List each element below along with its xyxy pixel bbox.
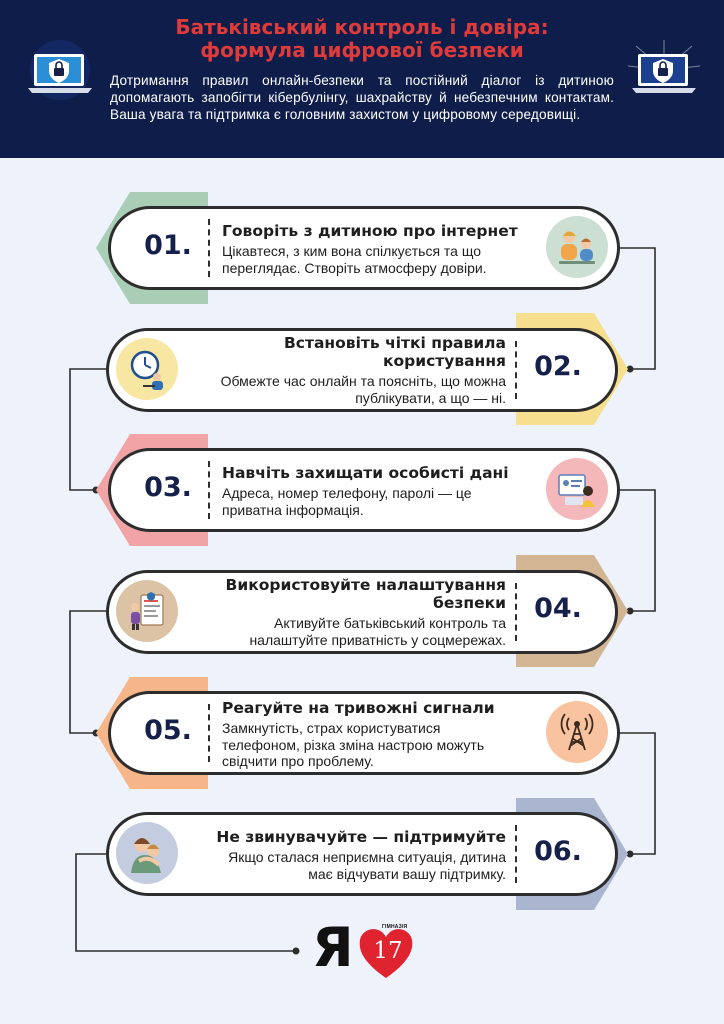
logo-number: 17 <box>373 938 403 964</box>
step-3-description: Адреса, номер телефону, паролі — це приватна інформація. <box>222 485 472 518</box>
step-3-number: 03. <box>144 472 192 503</box>
step-2-divider <box>515 341 517 399</box>
step-6-divider <box>515 825 517 883</box>
logo-small-text: ГІМНАЗІЯ <box>382 924 408 930</box>
step-1-divider <box>208 219 210 277</box>
step-1-number: 01. <box>144 230 192 261</box>
title-line-2: формула цифрової безпеки <box>200 38 524 62</box>
step-2-number: 02. <box>534 351 582 382</box>
signal-tower-icon <box>546 701 608 763</box>
personal-data-icon <box>546 458 608 520</box>
step-6-description: Якщо сталася неприємна ситуація, дитина має відчувати вашу підтримку. <box>228 849 506 882</box>
step-1-text <box>222 222 532 276</box>
parent-child-talk-icon <box>546 216 608 278</box>
step-5-description: Замкнутість, страх користуватися телефоном, різка зміна настрою можуть свідчити про проблему. <box>222 720 485 769</box>
school-logo <box>312 916 416 982</box>
step-2-description: Обмежте час онлайн та поясніть, що можна публікувати, а що — ні. <box>220 373 506 406</box>
step-6-text <box>186 828 506 882</box>
step-1-description: Цікавтеся, з ким вона спілкується та що переглядає. Створіть атмосферу довіри. <box>222 243 487 276</box>
step-5-text <box>222 699 532 770</box>
security-settings-icon <box>116 580 178 642</box>
step-6-heading: Не звинувачуйте — підтримуйте <box>216 828 506 846</box>
step-4-heading: Використовуйте налаштування безпеки <box>225 576 506 612</box>
step-5-heading: Реагуйте на тривожні сигнали <box>222 699 495 717</box>
intro-text: Дотримання правил онлайн-безпеки та постійний діалог із дитиною допомагають запобігти кібербулінгу, шахрайству й небезпечним контактам. Ваша увага та підтримка є головним захистом у цифровому середовищі. <box>110 73 614 122</box>
step-4-number: 04. <box>534 593 582 624</box>
step-4-text <box>186 576 506 648</box>
title-line-1: Батьківський контроль і довіра: <box>175 15 549 39</box>
step-5-number: 05. <box>144 715 192 746</box>
step-6-number: 06. <box>534 836 582 867</box>
step-4-divider <box>515 583 517 641</box>
step-3-heading: Навчіть захищати особисті дані <box>222 464 509 482</box>
step-5-divider <box>208 704 210 762</box>
clock-time-limit-icon <box>116 338 178 400</box>
parent-hug-icon <box>116 822 178 884</box>
step-1-heading: Говоріть з дитиною про інтернет <box>222 222 518 240</box>
step-4-description: Активуйте батьківський контроль та налаштуйте приватність у соцмережах. <box>249 615 506 648</box>
logo-letter: Я <box>312 916 354 979</box>
step-2-text <box>186 334 506 406</box>
step-3-divider <box>208 461 210 519</box>
step-3-text <box>222 464 532 518</box>
step-2-heading: Встановіть чіткі правила користування <box>283 334 506 370</box>
